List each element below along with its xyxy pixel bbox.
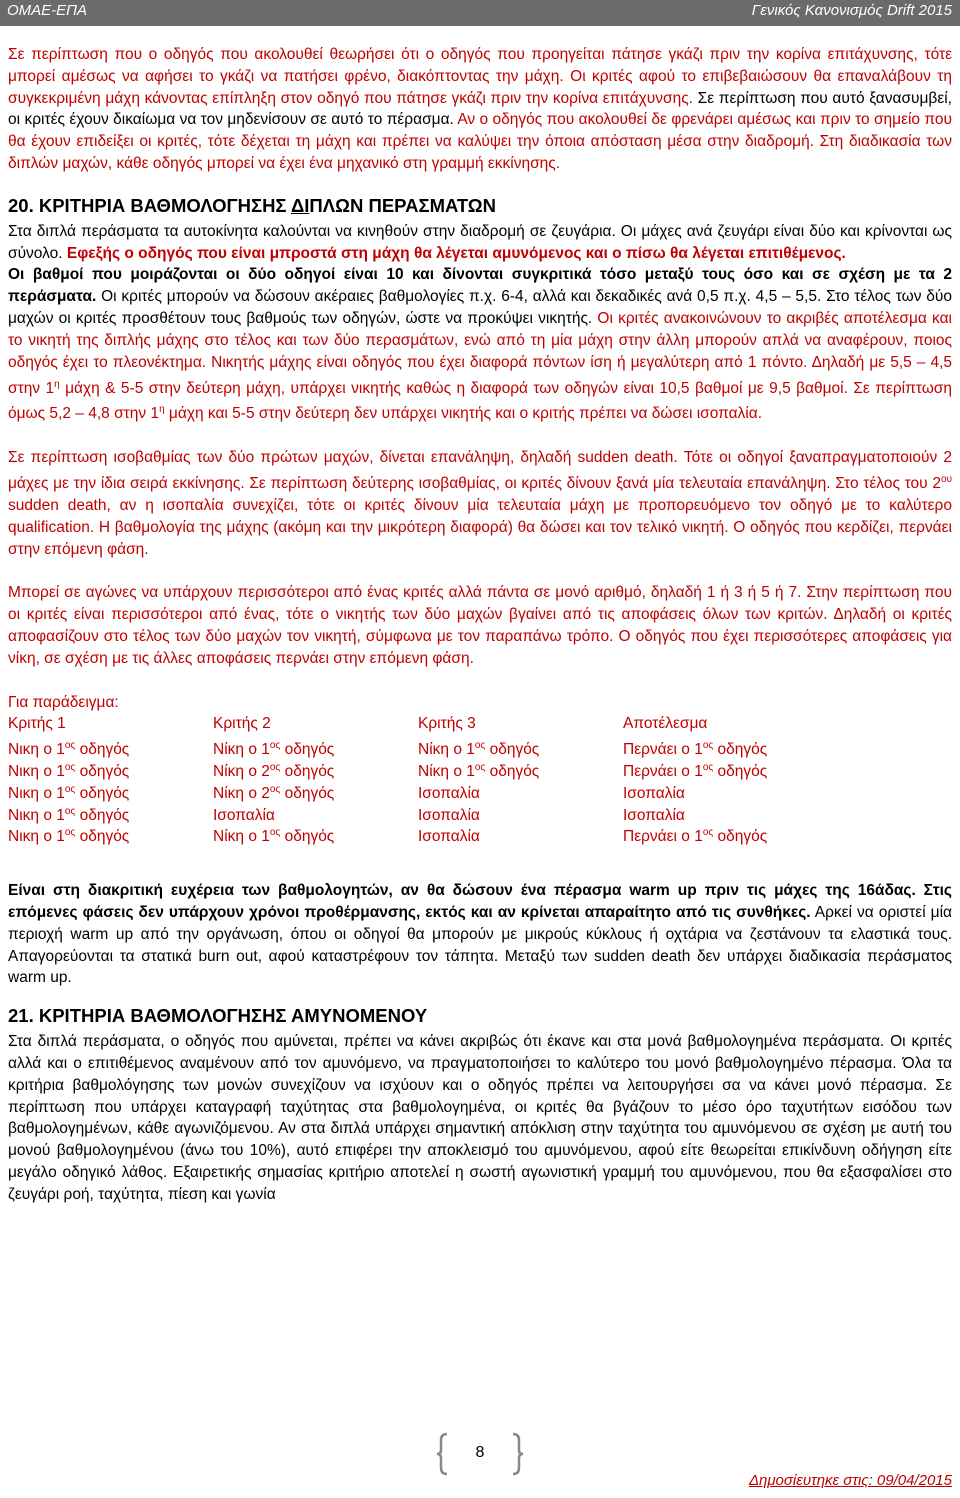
example-row bbox=[8, 801, 952, 823]
table-cell: Ισοπαλία bbox=[418, 806, 480, 824]
paragraph: Στα διπλά περάσματα, ο οδηγός που αμύνεται, πρέπει να κάνει ακριβώς ότι έκανε και στα μονά βαθμολογημένα περάσματα. Οι κριτές αλλά και ο επιτιθέμενος αναμένουν από τον αμυνόμενο, να πραγματοποιήσει το καλύτερο του μονό βαθμολογημένο πέρασμα. Όλα τα κριτήρια βαθμολόγησης των μονών συνεχίζουν να ισχύουν και ο οδηγός πρέπει να λειτουργήσει σα να κάνει μονό πέρασμα. Σε περίπτωση που υπάρχει καταγραφή ταχύτητας στα βαθμολογημένα, οι κριτές θα βγάζουν το μέσο όρο ταχυτήτων εισόδου των βαθμολογημένων, κάθε αγωνιζόμενου. Αν στα διπλά υπάρχει σημαντική απόκλιση στην ταχύτητα του αμυνόμενου σε σχέση με αυτή του μονού βαθμολογημένου (άνω του 10%), αυτό επιφέρει την αποκλεισμό του αμυνόμενου, αφού είτε θεωρείται επικίνδυνη οδήγηση είτε μεγάλο οδηγικό λάθος. Εξαιρετικής σημασίας κριτήριο αποτελεί η σωστή αγωνιστική γραμμή του αμυνόμενου, που θα εξασφαλίσει στο ζευγάρι ροή, ταχύτητα, πίεση και γωνία bbox=[8, 1033, 952, 1203]
text: ΔΙ bbox=[290, 194, 310, 216]
table-cell: Νικη ο $1^{o\varsigma}$ οδηγός bbox=[8, 783, 130, 802]
table-cell: Νίκη ο $2^{o\varsigma}$ οδηγός bbox=[213, 761, 335, 781]
table-cell: Νίκη ο $1^{o\varsigma}$ οδηγός bbox=[418, 740, 540, 759]
header-doc-title: Γενικός Κανονισμός Drift 2015 bbox=[751, 2, 952, 19]
table-cell: Ισοπαλία bbox=[623, 784, 685, 802]
paragraph bbox=[8, 264, 952, 425]
page-number: 8 bbox=[475, 1444, 485, 1461]
page-header bbox=[0, 0, 960, 26]
example-header-row bbox=[8, 713, 952, 735]
text: Είναι στη διακριτική ευχέρεια των βαθμολογητών, αν θα δώσουν ένα πέρασμα warm up πριν τις μάχες της 16άδας. Στις επόμενες φάσεις δεν υπάρχουν χρόνοι προθέρμανσης, εκτός και αν κρίνεται απαραίτητο από τις συνθήκες. bbox=[8, 882, 952, 921]
table-cell: Ισοπαλία bbox=[213, 806, 275, 824]
page-footer bbox=[0, 1432, 960, 1492]
example-title: Για παράδειγμα: bbox=[8, 693, 119, 711]
section-heading-21: 21. ΚΡΙΤΗΡΙΑ ΒΑΘΜΟΛΟΓΗΣΗΣ ΑΜΥΝΟΜΕΝΟΥ bbox=[8, 1005, 428, 1027]
table-cell: Νικη ο $1^{o\varsigma}$ οδηγός bbox=[8, 805, 130, 824]
header-org: ΟΜΑΕ-ΕΠΑ bbox=[7, 2, 88, 19]
document-body bbox=[8, 44, 952, 1206]
published-date: Δημοσίευτηκε στις: 09/04/2015 bbox=[748, 1472, 952, 1489]
table-cell: Ισοπαλία bbox=[418, 784, 480, 802]
paragraph bbox=[8, 221, 952, 265]
text: Σε περίπτωση που αυτό ξανασυμβεί, οι κριτές έχουν δικαίωμα να τον μηδενίσουν σε αυτό το πέρασμα. bbox=[8, 89, 952, 129]
example-row bbox=[8, 735, 952, 757]
text: Οι κριτές ανακοινώνουν το ακριβές αποτέλεσμα και το νικητή της διπλής μάχης στο τέλος και των δύο περασμάτων, ενώ από τη μία μάχη στην άλλη μπορούν απλά να αναφέρουν, ποιος οδηγός έχει το πλεονέκτημα. Νικητής μάχης είναι οδηγός που έχει διαφορά πόντων ίση ή μεγαλύτερη από 1 πόντο. Δηλαδή με 5,5 – 4,5 στην $1^\eta$ μάχη & 5-5 στην δεύτερη μάχη, υπάρχει νικητής καθώς η διαφορά των οδηγών είναι 10,5 βαθμοί με 9,5 βαθμοί. Σε περίπτωση όμως 5,2 – 4,8 στην $1^\eta$ μάχη και 5-5 στην δεύτερη δεν υπάρχει νικητής και ο κριτής πρέπει να δώσει ισοπαλία. bbox=[8, 309, 952, 423]
table-cell: Νικη ο $1^{o\varsigma}$ οδηγός bbox=[8, 827, 130, 846]
table-cell: Κριτής 2 bbox=[213, 715, 271, 733]
paragraph: Μπορεί σε αγώνες να υπάρχουν περισσότεροι από ένας κριτές αλλά πάντα σε μονό αριθμό, δηλαδή 1 ή 3 ή 5 ή 7. Στην περίπτωση που οι κριτές είναι περισσότεροι από ένας, τότε ο νικητής των δύο μαχών βγαίνει από τις αποφάσεις όλων των κριτών. Δηλαδή οι κριτές αποφασίζουν στο τέλος των δύο μαχών τον νικητή, σύμφωνα με τον παραπάνω τρόπο. Ο οδηγός που έχει περισσότερες αποφάσεις για νίκη, σε σχέση με τις άλλες αποφάσεις περνάει στην επόμενη φάση. bbox=[8, 584, 952, 667]
text: ΠΛΩΝ ΠΕΡΑΣΜΑΤΩΝ bbox=[309, 194, 496, 216]
example-row bbox=[8, 757, 952, 779]
example-row bbox=[8, 779, 952, 801]
table-cell: Νίκη ο $2^{o\varsigma}$ οδηγός bbox=[213, 783, 335, 802]
table-cell: Νικη ο $1^{o\varsigma}$ οδηγός bbox=[8, 761, 130, 781]
table-cell: Αποτέλεσμα bbox=[623, 715, 708, 733]
example-row bbox=[8, 822, 952, 844]
text: Οι κριτές μπορούν να δώσουν ακέραιες βαθμολογίες π.χ. 6-4, αλλά και δεκαδικές ανά 0,5 π.χ. 4,5 – 5,5. Στο τέλος των δύο μαχών οι κριτές προσθέτουν τους βαθμούς των οδηγών, ώστε να προκύψει νικητής. bbox=[8, 288, 952, 327]
table-cell: Περνάει ο $1^{o\varsigma}$ οδηγός bbox=[623, 827, 768, 846]
text: Εφεξής ο οδηγός που είναι μπροστά στη μάχη θα λέγεται αμυνόμενος και ο πίσω θα λέγεται επιτιθέμενος. bbox=[62, 244, 846, 262]
table-cell: Νικη ο $1^{o\varsigma}$ οδηγός bbox=[8, 740, 130, 759]
table-cell: Νίκη ο $1^{o\varsigma}$ οδηγός bbox=[213, 827, 335, 846]
example-table bbox=[8, 692, 952, 845]
paragraph bbox=[8, 44, 952, 175]
table-cell: Κριτής 1 bbox=[8, 715, 66, 733]
paragraph: Σε περίπτωση ισοβαθμίας των δύο πρώτων μαχών, δίνεται επανάληψη, δηλαδή sudden death. Τότε οι οδηγοί ξαναπραγματοποιούν 2 μάχες με την ίδια σειρά εκκίνησης. Σε περίπτωση δεύτερης ισοβαθμίας, οι κριτές δίνουν ξανά μία τελευταία επανάληψη. Στο τέλος του $2^{o\upsilon}$ sudden death, αν η ισοπαλία συνεχίζει, τότε οι κριτές δίνουν μία τελευταία μάχη με προπορευόμενο τον οδηγό με το καλύτερο qualification. Η βαθμολογία της μάχης (ακόμη και την μικρότερη διαφορά) θα δώσει και τον τελικό νικητή. Ο οδηγός που κερδίζει, περνάει στην επόμενη φάση. bbox=[8, 449, 952, 558]
text: Οι βαθμοί που μοιράζονται οι δύο οδηγοί είναι 10 και δίνονται συγκριτικά τόσο μεταξύ τους όσο και σε σχέση με τα 2 περάσματα. bbox=[8, 266, 952, 306]
table-cell: Περνάει ο $1^{o\varsigma}$ οδηγός bbox=[623, 761, 768, 781]
table-cell: Νίκη ο $1^{o\varsigma}$ οδηγός bbox=[213, 740, 335, 759]
table-cell: Περνάει ο $1^{o\varsigma}$ οδηγός bbox=[623, 740, 768, 759]
text: Αρκεί να οριστεί μία περιοχή warm up από την οργάνωση, όπου οι οδηγοί θα μπορούν με μικρούς κύκλους ή οχτάρια να ζεστάνουν τα ελαστικά τους. Απαγορεύονται τα στατικά burn out, αφού καταστρέφουν τον τάπητα. Μεταξύ των sudden death δεν υπάρχει διαδικασία περάσματος warm up. bbox=[8, 903, 952, 987]
text: Αν ο οδηγός που ακολουθεί δε φρενάρει αμέσως και πριν το σημείο που θα έχουν επιδείξει οι κριτές, τότε δέχεται τη μάχη και πρέπει να καλύψει την όποια απόσταση μέσα στην διαδρομή. Στη διαδικασία των διπλών μαχών, κάθε οδηγός μπορεί να έχει ένα μηχανικό στη γραμμή εκκίνησης. bbox=[8, 111, 952, 172]
table-cell: Ισοπαλία bbox=[623, 806, 685, 824]
text: Σε περίπτωση που ο οδηγός που ακολουθεί θεωρήσει ότι ο οδηγός που προηγείται πάτησε γκάζι πριν την κορίνα επιτάχυνσης, τότε μπορεί αμέσως να αφήσει το γκάζι να πατήσει φρένο, διακόπτοντας την μάχη. Οι κριτές αφού το επιβεβαιώσουν θα επαναλάβουν τη συγκεκριμένη μάχη κάνοντας επίπληξη στον οδηγό που πάτησε γκάζι πριν την κορίνα επιτάχυνσης. bbox=[8, 46, 952, 107]
text: Στα διπλά περάσματα τα αυτοκίνητα καλούνται να κινηθούν στην διαδρομή σε ζευγάρια. Οι μάχες ανά ζευγάρι είναι δύο και κρίνονται ως σύνολο. bbox=[8, 222, 952, 262]
table-cell: Κριτής 3 bbox=[418, 715, 476, 733]
section-heading-20 bbox=[8, 193, 952, 219]
table-cell: Ισοπαλία bbox=[418, 828, 480, 846]
text: 20. ΚΡΙΤΗΡΙΑ ΒΑΘΜΟΛΟΓΗΣΗΣ bbox=[8, 194, 291, 216]
table-cell: Νίκη ο $1^{o\varsigma}$ οδηγός bbox=[418, 761, 540, 781]
paragraph bbox=[8, 880, 952, 989]
